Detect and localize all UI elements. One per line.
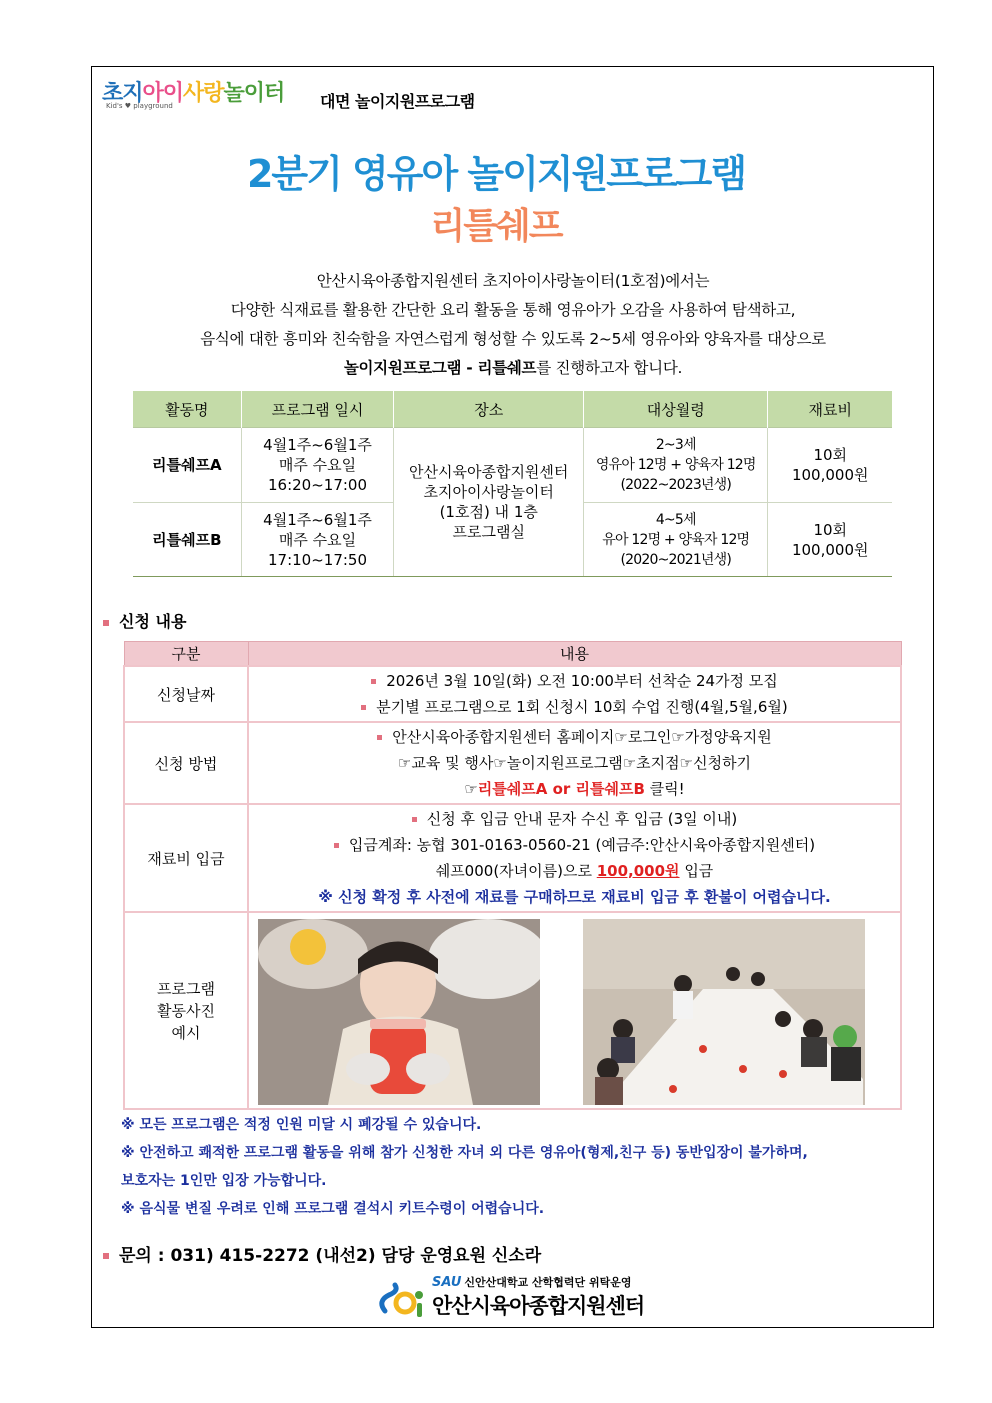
choji-playground-logo: 초지아이사랑놀이터 Kid's ♥ playground — [102, 81, 285, 110]
intro-text: 안산시육아종합지원센터 초지아이사랑놀이터(1호점)에서는 다양한 식재료를 활용한 간단한 요리 활동을 통해 영유아가 오감을 사용하여 탐색하고, 음식에 대한 흥미와 친숙함을 자연스럽게 형성할 수 있도록 2~5세 영유아와 양육자를 대상으로 놀이지원프로그램 - 리틀쉐프를 진행하고자 합니다. — [200, 272, 826, 377]
notice-item: ※ 음식물 변질 우려로 인해 프로그램 결석시 키트수령이 어렵습니다. — [121, 1201, 545, 1217]
notice-item: 보호자는 1인만 입장 가능합니다. — [121, 1173, 327, 1189]
bullet-icon — [412, 817, 417, 822]
table-row: 신청날짜 2026년 3월 10일(화) 오전 10:00부터 선착순 24가정 모집 분기별 프로그램으로 1회 신청시 10회 수업 진행(4월,5월,6월) — [124, 666, 901, 722]
bullet-icon — [371, 679, 376, 684]
notice-item: ※ 안전하고 쾌적한 프로그램 활동을 위해 참가 신청한 자녀 외 다른 영유아(형제,친구 등) 동반입장이 불가하며, — [121, 1145, 808, 1161]
bullet-icon — [334, 843, 339, 848]
operator-text: SAU 신안산대학교 산학협력단 위탁운영 — [432, 1275, 632, 1290]
table-row: 리틀쉐프A 4월1주~6월1주 매주 수요일 16:20~17:00 안산시육아종합지원센터 초지아이사랑놀이터 (1호점) 내 1층 프로그램실 2~3세 영유아 12명 + 양육자 12명 (2022~2023년생) 10회 100,000원 — [133, 428, 892, 503]
table-row: 리틀쉐프B 4월1주~6월1주 매주 수요일 17:10~17:50 4~5세 유아 12명 + 양육자 12명 (2020~2021년생) 10회 100,000원 — [133, 503, 892, 577]
bullet-icon — [377, 735, 382, 740]
center-name: 안산시육아종합지원센터 — [432, 1294, 645, 1318]
bullet-icon — [361, 705, 366, 710]
table-row: 프로그램 활동사진 예시 — [124, 912, 901, 1109]
activity-photo-group — [583, 919, 865, 1105]
table-row: 신청 방법 안산시육아종합지원센터 홈페이지☞로그인☞가정양육지원 ☞교육 및 행사☞놀이지원프로그램☞초지점☞신청하기 ☞리틀쉐프A or 리틀쉐프B 클릭! — [124, 722, 901, 804]
bullet-icon — [103, 1253, 109, 1259]
program-type-label: 대면 놀이지원프로그램 — [320, 92, 475, 111]
center-logo-icon — [375, 1281, 427, 1321]
page-title: 2분기 영유아 놀이지원프로그램 — [246, 152, 746, 196]
activity-photo-child — [258, 919, 540, 1105]
place-cell: 안산시육아종합지원센터 초지아이사랑놀이터 (1호점) 내 1층 프로그램실 — [394, 428, 584, 577]
schedule-table: 활동명 프로그램 일시 장소 대상월령 재료비 리틀쉐프A 4월1주~6월1주 매주 수요일 16:20~17:00 안산시육아종합지원센터 초지아이사랑놀이터 (1호점) 내 1층 프로그램실 2~3세 영유아 12명 + 양육자 12명 (2022~2023년생) 10회 100,000원 리틀쉐프B 4월1주~6월1주 매주 수요일 17:10~17:50 4~5세 유아 12명 + 양육자 12명 (2020~2021년생) 10회 100,000원 — [133, 391, 892, 577]
application-table: 구분 내용 신청날짜 2026년 3월 10일(화) 오전 10:00부터 선착순 24가정 모집 분기별 프로그램으로 1회 신청시 10회 수업 진행(4월,5월,6월) 신청 방법 안산시육아종합지원센터 홈페이지☞로그인☞가정양육지원 ☞교육 및 행사☞놀이지원프로그램☞초지점☞신청하기 ☞리틀쉐프A or 리틀쉐프B 클릭! 재료비 입금 신청 후 입금 안내 문자 수신 후 입금 (3일 이내) 입금계좌: 농협 301-0163-0560-21 (예금주:안산시육아종합지원센터) 쉐프000(자녀이름)으로 100,000원 입금 ※ 신청 확정 후 사전에 재료를 구매하므로 재료비 입금 후 환불이 어렵습니다. 프로그램 활동사진 예시 — [123, 641, 902, 1110]
notice-list — [121, 1111, 808, 1223]
section-title: 신청 내용 — [103, 609, 186, 632]
contact-info: 문의 : 031) 415-2272 (내선2) 담당 운영요원 신소라 — [103, 1241, 541, 1266]
bullet-icon — [103, 620, 109, 626]
program-name: 리틀쉐프 — [430, 206, 562, 247]
notice-item: ※ 모든 프로그램은 적정 인원 미달 시 폐강될 수 있습니다. — [121, 1117, 482, 1133]
table-row: 재료비 입금 신청 후 입금 안내 문자 수신 후 입금 (3일 이내) 입금계좌: 농협 301-0163-0560-21 (예금주:안산시육아종합지원센터) 쉐프000(자녀이름)으로 100,000원 입금 ※ 신청 확정 후 사전에 재료를 구매하므로 재료비 입금 후 환불이 어렵습니다. — [124, 804, 901, 912]
